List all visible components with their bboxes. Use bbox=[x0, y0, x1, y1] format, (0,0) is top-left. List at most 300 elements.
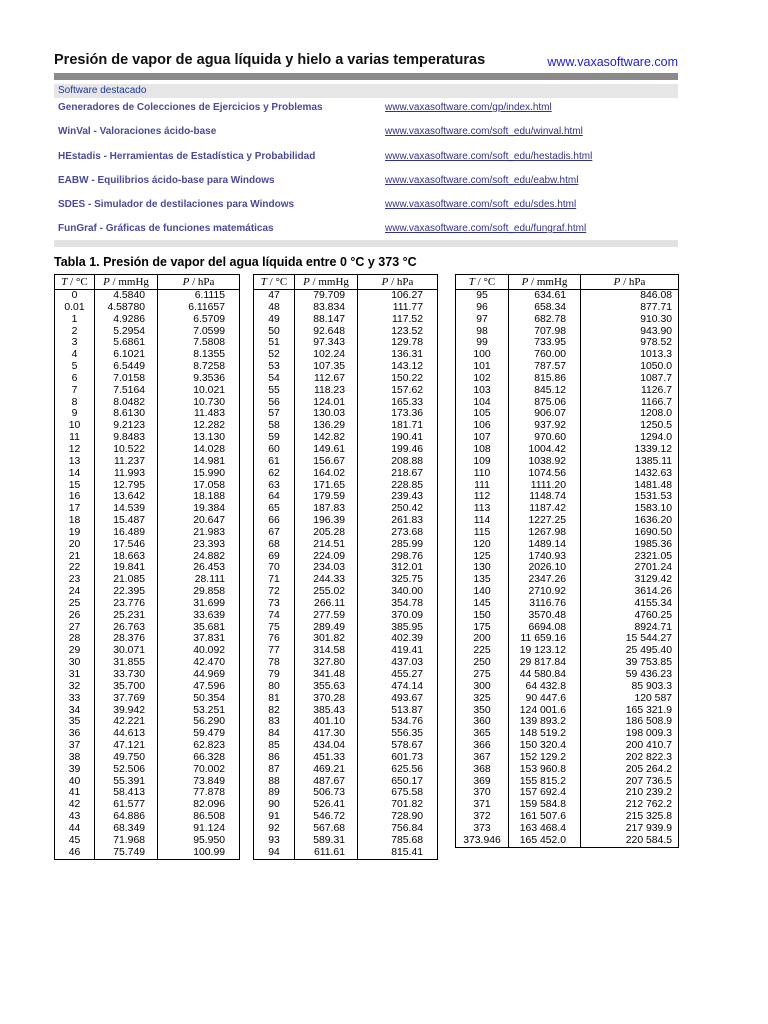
temperature-cell: 65 bbox=[254, 503, 295, 515]
pressure-hpa-cell: 1294.0 bbox=[581, 432, 679, 444]
temperature-cell: 84 bbox=[254, 728, 295, 740]
pressure-mmhg-cell: 61.577 bbox=[95, 799, 158, 811]
temperature-cell: 112 bbox=[456, 491, 509, 503]
pressure-hpa-cell: 474.14 bbox=[358, 681, 438, 693]
temperature-cell: 250 bbox=[456, 657, 509, 669]
temperature-cell: 51 bbox=[254, 337, 295, 349]
pressure-hpa-cell: 218.67 bbox=[358, 468, 438, 480]
table-row bbox=[55, 290, 240, 302]
temperature-cell: 120 bbox=[456, 539, 509, 551]
header-unit: / °C bbox=[266, 276, 288, 288]
software-name[interactable]: WinVal - Valoraciones ácido-base bbox=[58, 126, 217, 137]
pressure-mmhg-cell: 244.33 bbox=[295, 574, 358, 586]
pressure-mmhg-cell: 469.21 bbox=[295, 764, 358, 776]
pressure-hpa-cell: 18.188 bbox=[158, 491, 240, 503]
header-unit: / mmHg bbox=[109, 276, 149, 288]
temperature-cell: 6 bbox=[55, 373, 95, 385]
table-row bbox=[55, 337, 240, 349]
pressure-hpa-cell: 3129.42 bbox=[581, 574, 679, 586]
table-row bbox=[254, 456, 438, 468]
table-row bbox=[55, 586, 240, 598]
temperature-cell: 360 bbox=[456, 716, 509, 728]
pressure-hpa-cell: 15.990 bbox=[158, 468, 240, 480]
pressure-hpa-cell: 728.90 bbox=[358, 811, 438, 823]
temperature-cell: 15 bbox=[55, 480, 95, 492]
pressure-hpa-cell: 6.1115 bbox=[158, 290, 240, 302]
temperature-cell: 108 bbox=[456, 444, 509, 456]
temperature-cell: 5 bbox=[55, 361, 95, 373]
temperature-cell: 111 bbox=[456, 480, 509, 492]
pressure-mmhg-cell: 18.663 bbox=[95, 551, 158, 563]
pressure-mmhg-cell: 75.749 bbox=[95, 847, 158, 859]
software-name[interactable]: EABW - Equilibrios ácido-base para Windows bbox=[58, 175, 275, 186]
pressure-hpa-cell: 1013.3 bbox=[581, 349, 679, 361]
header-symbol: T bbox=[468, 276, 475, 288]
pressure-hpa-cell: 59 436.23 bbox=[581, 669, 679, 681]
pressure-hpa-cell: 11.483 bbox=[158, 408, 240, 420]
temperature-cell: 34 bbox=[55, 705, 95, 717]
temperature-cell: 2 bbox=[55, 326, 95, 338]
temperature-cell: 369 bbox=[456, 776, 509, 788]
pressure-hpa-cell: 35.681 bbox=[158, 622, 240, 634]
table-row bbox=[254, 373, 438, 385]
pressure-hpa-cell: 8.1355 bbox=[158, 349, 240, 361]
temperature-cell: 0 bbox=[55, 290, 95, 302]
temperature-cell: 55 bbox=[254, 385, 295, 397]
pressure-mmhg-cell: 6.1021 bbox=[95, 349, 158, 361]
temperature-cell: 33 bbox=[55, 693, 95, 705]
pressure-mmhg-cell: 130.03 bbox=[295, 408, 358, 420]
pressure-hpa-cell: 136.31 bbox=[358, 349, 438, 361]
temperature-cell: 7 bbox=[55, 385, 95, 397]
table-row bbox=[254, 290, 438, 302]
pressure-hpa-cell: 215 325.8 bbox=[581, 811, 679, 823]
table-row bbox=[456, 456, 679, 468]
temperature-cell: 78 bbox=[254, 657, 295, 669]
temperature-cell: 113 bbox=[456, 503, 509, 515]
temperature-cell: 135 bbox=[456, 574, 509, 586]
table-row bbox=[55, 349, 240, 361]
software-link[interactable]: www.vaxasoftware.com/gp/index.html bbox=[385, 102, 552, 113]
header-symbol: T bbox=[61, 276, 68, 288]
table-row bbox=[254, 515, 438, 527]
table-row bbox=[456, 385, 679, 397]
temperature-cell: 54 bbox=[254, 373, 295, 385]
temperature-cell: 32 bbox=[55, 681, 95, 693]
software-link[interactable]: www.vaxasoftware.com/soft_edu/fungraf.html bbox=[385, 223, 587, 234]
table-row bbox=[55, 574, 240, 586]
software-link[interactable]: www.vaxasoftware.com/soft_edu/eabw.html bbox=[385, 175, 579, 186]
temperature-cell: 370 bbox=[456, 787, 509, 799]
table-row bbox=[55, 326, 240, 338]
table-row bbox=[254, 728, 438, 740]
pressure-mmhg-cell: 179.59 bbox=[295, 491, 358, 503]
table-row bbox=[456, 847, 679, 848]
temperature-cell: 61 bbox=[254, 456, 295, 468]
pressure-hpa-cell: 1481.48 bbox=[581, 480, 679, 492]
pressure-mmhg-cell: 187.83 bbox=[295, 503, 358, 515]
pressure-hpa-cell: 402.39 bbox=[358, 633, 438, 645]
pressure-mmhg-cell: 787.57 bbox=[509, 361, 581, 373]
software-row bbox=[54, 151, 678, 167]
pressure-mmhg-cell: 139 893.2 bbox=[509, 716, 581, 728]
header-symbol: P bbox=[182, 276, 190, 288]
temperature-cell: 8 bbox=[55, 397, 95, 409]
pressure-mmhg-cell: 567.68 bbox=[295, 823, 358, 835]
header-unit: / hPa bbox=[620, 276, 646, 288]
pressure-hpa-cell: 165 321.9 bbox=[581, 705, 679, 717]
pressure-hpa-cell: 77.878 bbox=[158, 787, 240, 799]
table-row bbox=[456, 811, 679, 823]
pressure-mmhg-cell: 266.11 bbox=[295, 598, 358, 610]
table-row bbox=[456, 610, 679, 622]
table-row bbox=[456, 823, 679, 835]
table-row bbox=[456, 480, 679, 492]
table-row bbox=[456, 432, 679, 444]
pressure-hpa-cell: 100.99 bbox=[158, 847, 240, 859]
table-row bbox=[456, 337, 679, 349]
temperature-cell: 52 bbox=[254, 349, 295, 361]
temperature-cell: 10 bbox=[55, 420, 95, 432]
pressure-hpa-cell: 73.849 bbox=[158, 776, 240, 788]
table-row bbox=[254, 799, 438, 811]
software-link[interactable]: www.vaxasoftware.com/soft_edu/winval.html bbox=[385, 126, 583, 137]
table-row bbox=[254, 480, 438, 492]
pressure-mmhg-cell: 29 817.84 bbox=[509, 657, 581, 669]
pressure-hpa-cell: 4760.25 bbox=[581, 610, 679, 622]
temperature-cell: 83 bbox=[254, 716, 295, 728]
temperature-cell: 47 bbox=[254, 290, 295, 302]
temperature-cell: 50 bbox=[254, 326, 295, 338]
temperature-cell: 275 bbox=[456, 669, 509, 681]
pressure-hpa-cell: 1250.5 bbox=[581, 420, 679, 432]
temperature-cell: 24 bbox=[55, 586, 95, 598]
pressure-hpa-cell: 846.08 bbox=[581, 290, 679, 302]
pressure-mmhg-cell: 47.121 bbox=[95, 740, 158, 752]
software-link[interactable]: www.vaxasoftware.com/soft_edu/sdes.html bbox=[385, 199, 577, 210]
pressure-hpa-cell: 877.71 bbox=[581, 302, 679, 314]
pressure-hpa-cell: 1432.63 bbox=[581, 468, 679, 480]
table-row bbox=[55, 444, 240, 456]
temperature-cell: 367 bbox=[456, 752, 509, 764]
table-row bbox=[456, 551, 679, 563]
temperature-cell: 45 bbox=[55, 835, 95, 847]
pressure-mmhg-cell: 83.834 bbox=[295, 302, 358, 314]
table-row bbox=[456, 314, 679, 326]
software-name[interactable]: Generadores de Colecciones de Ejercicios y Problemas bbox=[58, 102, 323, 113]
table-row bbox=[254, 598, 438, 610]
pressure-hpa-cell: 82.096 bbox=[158, 799, 240, 811]
table-row bbox=[55, 764, 240, 776]
table-row bbox=[254, 752, 438, 764]
temperature-cell: 16 bbox=[55, 491, 95, 503]
pressure-mmhg-cell: 658.34 bbox=[509, 302, 581, 314]
pressure-mmhg-cell: 5.2954 bbox=[95, 326, 158, 338]
table-row bbox=[456, 740, 679, 752]
table-row bbox=[456, 598, 679, 610]
pressure-mmhg-cell: 37.769 bbox=[95, 693, 158, 705]
table-row bbox=[254, 432, 438, 444]
pressure-hpa-cell: 385.95 bbox=[358, 622, 438, 634]
pressure-hpa-cell: 56.290 bbox=[158, 716, 240, 728]
pressure-mmhg-cell: 707.98 bbox=[509, 326, 581, 338]
software-name[interactable]: HEstadis - Herramientas de Estadística y Probabilidad bbox=[58, 151, 316, 162]
pressure-hpa-cell: 111.77 bbox=[358, 302, 438, 314]
pressure-mmhg-cell: 26.763 bbox=[95, 622, 158, 634]
vapor-table-block bbox=[455, 274, 679, 848]
pressure-mmhg-cell: 611.61 bbox=[295, 847, 358, 859]
pressure-mmhg-cell: 9.8483 bbox=[95, 432, 158, 444]
pressure-mmhg-cell: 58.413 bbox=[95, 787, 158, 799]
pressure-hpa-cell: 173.36 bbox=[358, 408, 438, 420]
temperature-cell: 13 bbox=[55, 456, 95, 468]
temperature-cell: 109 bbox=[456, 456, 509, 468]
pressure-hpa-cell: 2321.05 bbox=[581, 551, 679, 563]
pressure-mmhg-cell: 526.41 bbox=[295, 799, 358, 811]
pressure-hpa-cell: 198 009.3 bbox=[581, 728, 679, 740]
temperature-cell: 40 bbox=[55, 776, 95, 788]
table-row bbox=[254, 361, 438, 373]
pressure-mmhg-cell: 10.522 bbox=[95, 444, 158, 456]
pressure-mmhg-cell: 6694.08 bbox=[509, 622, 581, 634]
temperature-cell: 27 bbox=[55, 622, 95, 634]
pressure-mmhg-cell: 164.02 bbox=[295, 468, 358, 480]
pressure-mmhg-cell: 196.39 bbox=[295, 515, 358, 527]
table-row bbox=[456, 349, 679, 361]
pressure-hpa-cell: 24.882 bbox=[158, 551, 240, 563]
pressure-hpa-cell: 513.87 bbox=[358, 705, 438, 717]
pressure-hpa-cell: 62.823 bbox=[158, 740, 240, 752]
table-row bbox=[55, 787, 240, 799]
temperature-cell: 365 bbox=[456, 728, 509, 740]
pressure-hpa-cell: 25 495.40 bbox=[581, 645, 679, 657]
pressure-hpa-cell: 534.76 bbox=[358, 716, 438, 728]
site-link[interactable]: www.vaxasoftware.com bbox=[547, 55, 678, 69]
pressure-mmhg-cell: 44 580.84 bbox=[509, 669, 581, 681]
table-row bbox=[254, 681, 438, 693]
table-row bbox=[254, 776, 438, 788]
table-row bbox=[456, 527, 679, 539]
table-row bbox=[456, 515, 679, 527]
pressure-hpa-cell: 756.84 bbox=[358, 823, 438, 835]
page-title: Presión de vapor de agua líquida y hielo a varias temperaturas bbox=[54, 52, 486, 68]
table-row bbox=[55, 456, 240, 468]
temperature-cell: 101 bbox=[456, 361, 509, 373]
temperature-cell: 19 bbox=[55, 527, 95, 539]
temperature-cell: 104 bbox=[456, 397, 509, 409]
table-row bbox=[254, 408, 438, 420]
table-row bbox=[456, 468, 679, 480]
pressure-mmhg-cell: 506.73 bbox=[295, 787, 358, 799]
pressure-mmhg-cell: 163 468.4 bbox=[509, 823, 581, 835]
table-row bbox=[456, 705, 679, 717]
table-row bbox=[55, 420, 240, 432]
pressure-mmhg-cell: 546.72 bbox=[295, 811, 358, 823]
pressure-hpa-cell: 1583.10 bbox=[581, 503, 679, 515]
pressure-hpa-cell: 15 544.27 bbox=[581, 633, 679, 645]
pressure-mmhg-cell: 7.0158 bbox=[95, 373, 158, 385]
table-row bbox=[55, 669, 240, 681]
pressure-mmhg-cell: 7.5164 bbox=[95, 385, 158, 397]
temperature-cell: 17 bbox=[55, 503, 95, 515]
table-row bbox=[456, 752, 679, 764]
pressure-hpa-cell: 910.30 bbox=[581, 314, 679, 326]
pressure-hpa-cell: 14.981 bbox=[158, 456, 240, 468]
pressure-mmhg-cell: 11.237 bbox=[95, 456, 158, 468]
pressure-mmhg-cell: 1187.42 bbox=[509, 503, 581, 515]
table-row bbox=[55, 799, 240, 811]
table-row bbox=[254, 551, 438, 563]
pressure-hpa-cell: 701.82 bbox=[358, 799, 438, 811]
pressure-mmhg-cell: 97.343 bbox=[295, 337, 358, 349]
table-row bbox=[456, 633, 679, 645]
pressure-hpa-cell: 8.7258 bbox=[158, 361, 240, 373]
pressure-hpa-cell: 31.699 bbox=[158, 598, 240, 610]
pressure-hpa-cell: 419.41 bbox=[358, 645, 438, 657]
pressure-mmhg-cell: 3116.76 bbox=[509, 598, 581, 610]
pressure-hpa-cell: 228.85 bbox=[358, 480, 438, 492]
table-row bbox=[254, 397, 438, 409]
header-unit: / mmHg bbox=[528, 276, 568, 288]
temperature-cell: 4 bbox=[55, 349, 95, 361]
pressure-mmhg-cell: 434.04 bbox=[295, 740, 358, 752]
table-row bbox=[55, 432, 240, 444]
temperature-cell: 125 bbox=[456, 551, 509, 563]
pressure-hpa-cell: 13.130 bbox=[158, 432, 240, 444]
temperature-cell: 92 bbox=[254, 823, 295, 835]
pressure-hpa-cell: 85 903.3 bbox=[581, 681, 679, 693]
pressure-mmhg-cell: 21.085 bbox=[95, 574, 158, 586]
software-name[interactable]: FunGraf - Gráficas de funciones matemáticas bbox=[58, 223, 274, 234]
header-unit: / hPa bbox=[388, 276, 414, 288]
pressure-mmhg-cell: 937.92 bbox=[509, 420, 581, 432]
temperature-cell: 80 bbox=[254, 681, 295, 693]
pressure-hpa-cell: 437.03 bbox=[358, 657, 438, 669]
table-row bbox=[55, 480, 240, 492]
table-row bbox=[456, 716, 679, 728]
pressure-hpa-cell: 978.52 bbox=[581, 337, 679, 349]
pressure-mmhg-cell: 118.23 bbox=[295, 385, 358, 397]
pressure-mmhg-cell: 124 001.6 bbox=[509, 705, 581, 717]
temperature-cell: 36 bbox=[55, 728, 95, 740]
pressure-hpa-cell: 8924.71 bbox=[581, 622, 679, 634]
table-row bbox=[55, 503, 240, 515]
pressure-mmhg-cell: 68.349 bbox=[95, 823, 158, 835]
temperature-cell: 175 bbox=[456, 622, 509, 634]
pressure-hpa-cell: 785.68 bbox=[358, 835, 438, 847]
pressure-hpa-cell: 1636.20 bbox=[581, 515, 679, 527]
table-row bbox=[55, 562, 240, 574]
table-row bbox=[456, 397, 679, 409]
temperature-cell: 79 bbox=[254, 669, 295, 681]
pressure-mmhg-cell: 417.30 bbox=[295, 728, 358, 740]
pressure-hpa-cell: 2701.24 bbox=[581, 562, 679, 574]
pressure-hpa-cell: 91.124 bbox=[158, 823, 240, 835]
pressure-hpa-cell: 1385.11 bbox=[581, 456, 679, 468]
table-row bbox=[55, 527, 240, 539]
temperature-cell: 325 bbox=[456, 693, 509, 705]
col-header-temperature bbox=[456, 275, 509, 290]
pressure-hpa-cell: 47.596 bbox=[158, 681, 240, 693]
pressure-hpa-cell: 39 753.85 bbox=[581, 657, 679, 669]
pressure-hpa-cell: 29.858 bbox=[158, 586, 240, 598]
table-row bbox=[456, 503, 679, 515]
pressure-hpa-cell: 186 508.9 bbox=[581, 716, 679, 728]
header-divider bbox=[54, 73, 678, 80]
table-row bbox=[55, 302, 240, 314]
pressure-mmhg-cell: 289.49 bbox=[295, 622, 358, 634]
software-row bbox=[54, 223, 678, 239]
temperature-cell: 366 bbox=[456, 740, 509, 752]
pressure-mmhg-cell: 31.855 bbox=[95, 657, 158, 669]
table-row bbox=[254, 633, 438, 645]
table-row bbox=[55, 657, 240, 669]
table-row bbox=[254, 562, 438, 574]
table-row bbox=[254, 645, 438, 657]
temperature-cell: 103 bbox=[456, 385, 509, 397]
pressure-mmhg-cell: 401.10 bbox=[295, 716, 358, 728]
pressure-mmhg-cell: 49.750 bbox=[95, 752, 158, 764]
table-row bbox=[254, 764, 438, 776]
pressure-hpa-cell: 19.384 bbox=[158, 503, 240, 515]
table-caption: Tabla 1. Presión de vapor del agua líquida entre 0 °C y 373 °C bbox=[54, 255, 417, 269]
temperature-cell bbox=[456, 847, 509, 848]
pressure-mmhg-cell: 39.942 bbox=[95, 705, 158, 717]
temperature-cell: 58 bbox=[254, 420, 295, 432]
pressure-mmhg-cell: 2026.10 bbox=[509, 562, 581, 574]
pressure-hpa-cell: 220 584.5 bbox=[581, 835, 679, 847]
temperature-cell: 110 bbox=[456, 468, 509, 480]
table-row bbox=[254, 302, 438, 314]
software-link[interactable]: www.vaxasoftware.com/soft_edu/hestadis.html bbox=[385, 151, 593, 162]
table-row bbox=[456, 787, 679, 799]
temperature-cell: 373 bbox=[456, 823, 509, 835]
pressure-hpa-cell: 1126.7 bbox=[581, 385, 679, 397]
table-row bbox=[456, 835, 679, 847]
table-row bbox=[456, 622, 679, 634]
temperature-cell: 86 bbox=[254, 752, 295, 764]
pressure-mmhg-cell: 1267.98 bbox=[509, 527, 581, 539]
table-row bbox=[55, 835, 240, 847]
table-row bbox=[456, 444, 679, 456]
pressure-mmhg-cell: 589.31 bbox=[295, 835, 358, 847]
pressure-hpa-cell: 250.42 bbox=[358, 503, 438, 515]
pressure-hpa-cell: 120 587 bbox=[581, 693, 679, 705]
pressure-hpa-cell: 205 264.2 bbox=[581, 764, 679, 776]
pressure-mmhg-cell: 14.539 bbox=[95, 503, 158, 515]
pressure-mmhg-cell: 112.67 bbox=[295, 373, 358, 385]
header-symbol: P bbox=[381, 276, 389, 288]
temperature-cell: 41 bbox=[55, 787, 95, 799]
pressure-mmhg-cell: 224.09 bbox=[295, 551, 358, 563]
pressure-hpa-cell: 943.90 bbox=[581, 326, 679, 338]
temperature-cell: 93 bbox=[254, 835, 295, 847]
pressure-mmhg-cell: 64.886 bbox=[95, 811, 158, 823]
pressure-hpa-cell bbox=[581, 847, 679, 848]
table-row bbox=[456, 693, 679, 705]
temperature-cell: 9 bbox=[55, 408, 95, 420]
pressure-mmhg-cell: 1227.25 bbox=[509, 515, 581, 527]
pressure-hpa-cell: 50.354 bbox=[158, 693, 240, 705]
table-row bbox=[456, 669, 679, 681]
temperature-cell: 0.01 bbox=[55, 302, 95, 314]
table-row bbox=[55, 728, 240, 740]
table-row bbox=[55, 361, 240, 373]
pressure-mmhg-cell: 314.58 bbox=[295, 645, 358, 657]
temperature-cell: 53 bbox=[254, 361, 295, 373]
software-name[interactable]: SDES - Simulador de destilaciones para Windows bbox=[58, 199, 295, 210]
pressure-mmhg-cell: 327.80 bbox=[295, 657, 358, 669]
